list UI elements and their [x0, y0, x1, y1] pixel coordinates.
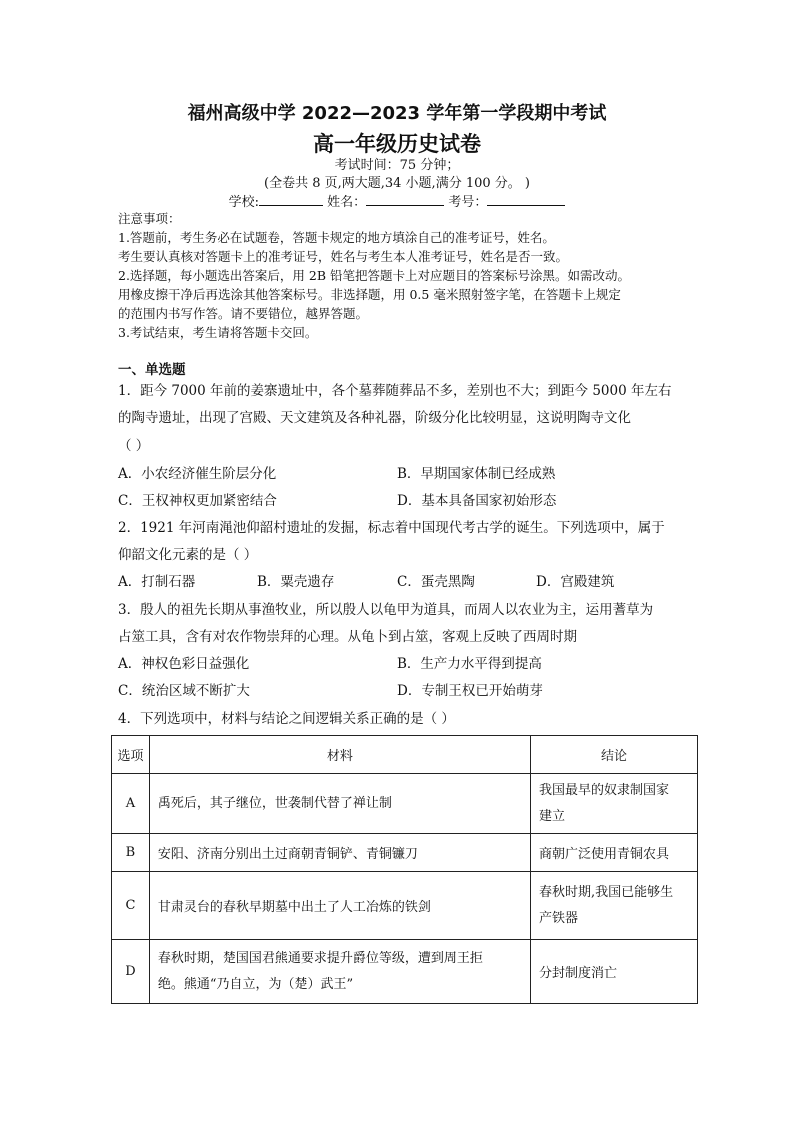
row-option: B: [112, 834, 150, 872]
material-line: 安阳、济南分别出土过商朝青铜铲、青铜镰刀: [157, 847, 418, 862]
notice-line: 1.答题前，考生务必在试题卷，答题卡规定的地方填涂自己的准考证号，姓名。: [118, 230, 555, 245]
question-1-text: 的陶寺遗址，出现了宫殿、天文建筑及各种礼器，阶级分化比较明显，这说明陶寺文化: [118, 410, 631, 426]
conclusion-line: 春秋时期,我国已能够生: [538, 884, 674, 900]
row-material: [149, 774, 530, 834]
name-blank[interactable]: [366, 193, 444, 206]
row-option: C: [112, 872, 150, 940]
option-b: B．粟壳遗存: [257, 574, 335, 590]
option-d: D．宫殿建筑: [536, 574, 615, 590]
exam-info: (全卷共 8 页,两大题,34 小题,满分 100 分。 ): [264, 176, 530, 191]
row-material: [149, 940, 530, 1004]
material-line: 甘肃灵台的春秋早期墓中出土了人工冶炼的铁剑: [157, 900, 431, 915]
row-conclusion: [530, 872, 697, 940]
conclusion-line: 分封制度消亡: [538, 966, 617, 981]
question-2-text: 仰韶文化元素的是（ ）: [118, 547, 258, 563]
conclusion-line: 产铁器: [538, 910, 578, 926]
row-option: A: [112, 774, 150, 834]
notice-line: 考生要认真核对答题卡上的准考证号，姓名与考生本人准考证号，姓名是否一致。: [118, 249, 569, 264]
row-conclusion: [530, 940, 697, 1004]
row-material: [149, 834, 530, 872]
material-line: 春秋时期，楚国国君熊通要求提升爵位等级，遭到周王拒: [157, 950, 483, 966]
number-blank[interactable]: [487, 193, 565, 206]
name-label: 姓名：: [327, 195, 367, 210]
exam-time: 考试时间：75 分钟；: [334, 158, 460, 173]
notice-heading: 注意事项：: [118, 211, 181, 226]
option-c: C．蛋壳黑陶: [397, 574, 475, 590]
question-3-text: 占筮工具，含有对农作物崇拜的心理。从龟卜到占筮，客观上反映了西周时期: [118, 629, 577, 645]
row-material: [149, 872, 530, 940]
notice-line: 用橡皮擦干净后再选涂其他答案标号。非选择题，用 0.5 毫米照射签字笔，在答题卡上规定: [118, 287, 621, 302]
school-label: 学校:: [228, 195, 260, 210]
option-d: D．专制王权已开始萌芽: [397, 683, 543, 699]
table-row: [112, 834, 698, 872]
option-c: C．统治区域不断扩大: [118, 683, 250, 699]
paper-title: 高一年级历史试卷: [313, 132, 481, 156]
section-title: 一、单选题: [118, 362, 186, 378]
conclusion-line: 建立: [538, 808, 565, 824]
question-1-text: （ ）: [118, 438, 150, 454]
question-4-text: 4．下列选项中，材料与结论之间逻辑关系正确的是（ ）: [118, 711, 455, 727]
notice-line: 的范围内书写作答。请不要错位，越界答题。: [118, 306, 369, 321]
option-a: A．神权色彩日益强化: [118, 656, 250, 672]
question-1-text: 1．距今 7000 年前的姜寨遗址中，各个墓葬随葬品不多，差别也不大；到距今 5000 年左右: [118, 383, 672, 399]
header-conclusion: 结论: [530, 736, 697, 774]
conclusion-line: 商朝广泛使用青铜农具: [538, 847, 669, 862]
question-4-table: [111, 735, 698, 1004]
student-info-row: [0, 191, 794, 210]
question-2-text: 2．1921 年河南渑池仰韶村遗址的发掘，标志着中国现代考古学的诞生。下列选项中，属于: [118, 520, 665, 536]
header-material: 材料: [149, 736, 530, 774]
header-option: 选项: [112, 736, 150, 774]
table-row: [112, 872, 698, 940]
material-line: 禹死后，其子继位，世袭制代替了禅让制: [157, 795, 392, 811]
table-header-row: [112, 736, 698, 774]
row-conclusion: [530, 834, 697, 872]
option-d: D．基本具备国家初始形态: [397, 493, 557, 509]
option-b: B．生产力水平得到提高: [397, 656, 542, 672]
option-c: C．王权神权更加紧密结合: [118, 493, 277, 509]
table-row: [112, 940, 698, 1004]
number-label: 考号：: [448, 195, 488, 210]
exam-title: 福州高级中学 2022—2023 学年第一学段期中考试: [187, 103, 607, 124]
conclusion-line: 我国最早的奴隶制国家: [538, 782, 669, 798]
table-row: [112, 774, 698, 834]
row-conclusion: [530, 774, 697, 834]
material-line: 绝。熊通“乃自立，为（楚）武王”: [157, 976, 354, 992]
row-option: D: [112, 940, 150, 1004]
question-3-text: 3．殷人的祖先长期从事渔牧业，所以殷人以龟甲为道具，而周人以农业为主，运用蓍草为: [118, 602, 654, 618]
notice-line: 3.考试结束，考生请将答题卡交回。: [118, 325, 318, 340]
option-b: B．早期国家体制已经成熟: [397, 466, 556, 482]
notice-line: 2.选择题，每小题选出答案后，用 2B 铅笔把答题卡上对应题目的答案标号涂黑。如需改动。: [118, 268, 631, 283]
school-blank[interactable]: [259, 193, 323, 206]
option-a: A．打制石器: [118, 574, 196, 590]
option-a: A．小农经济催生阶层分化: [118, 466, 277, 482]
